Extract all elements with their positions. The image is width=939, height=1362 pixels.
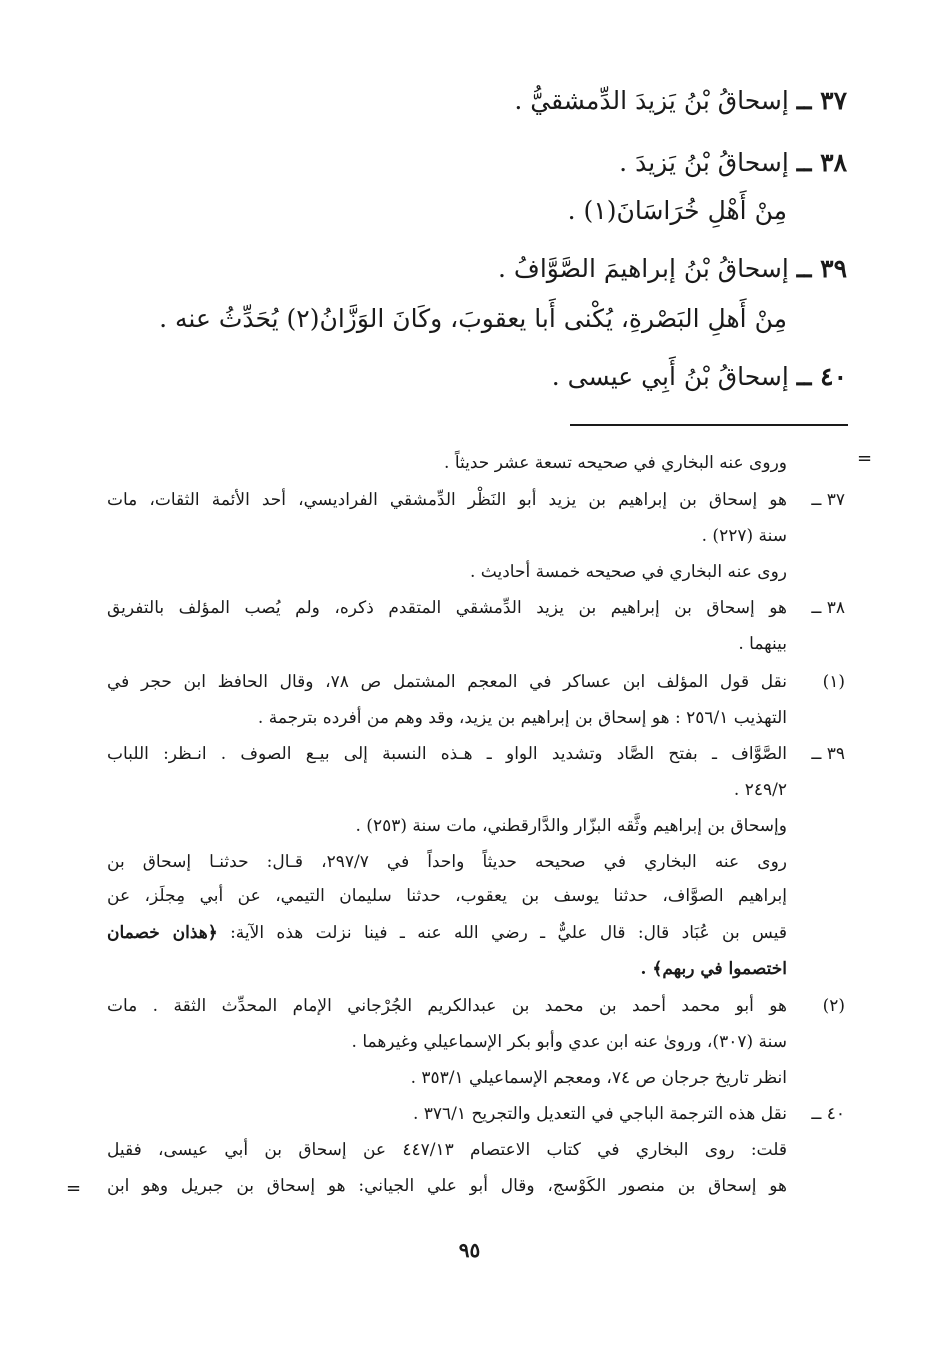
quran-quote-end: اختصموا في ربهم﴾ . xyxy=(640,959,787,979)
footnote-39-line: ٢٤٩/٢ . xyxy=(733,780,787,800)
footnote-37-line: هو إسحاق بن إبراهيم بن يزيد أبو النَظْر الدِّمشقي الفراديسي، أحد الأئمة الثقات، مات xyxy=(107,490,787,510)
entry-number: ٣٨ ــ xyxy=(796,148,847,177)
entry-number: ٣٧ ــ xyxy=(796,86,847,115)
entry-38-detail: مِنْ أَهْلِ خُرَاسَانَ(١) . xyxy=(567,196,787,225)
hadith-text: قيس بن عُبَاد قال: قال عليٌّ ـ رضي الله عنه ـ فينا نزلت هذه الآية: xyxy=(230,923,787,943)
footnote-37-line: سنة (٢٢٧) . xyxy=(701,526,787,546)
footnote-39-line xyxy=(107,922,787,943)
entry-number: ٤٠ ــ xyxy=(796,362,847,391)
footnote-2-line: هو أبو محمد أحمد بن محمد بن عبدالكريم الجُرْجاني الإمام المحدِّث الثقة . مات xyxy=(107,996,787,1016)
footnote-38-line: هو إسحاق بن إبراهيم بن يزيد الدِّمشقي المتقدم ذكره، ولم يُصب المؤلف بالتفريق xyxy=(107,598,787,618)
quran-quote: ﴿هذان خصمان xyxy=(107,923,218,943)
footnote-39-line: روى عنه البخاري في صحيحه حديثاً واحداً في ٢٩٧/٧، قـال: حدثنـا إسحاق بن xyxy=(107,852,788,872)
footnote-40-line: هو إسحاق بن منصور الكَوْسج، وقال أبو علي الجياني: هو إسحاق بن جبريل وهو ابن xyxy=(107,1176,787,1196)
continuation-mark-bottom: = xyxy=(66,1178,82,1199)
footnote-39-line: إبراهيم الصوَّاف، حدثنا يوسف بن يعقوب، حدثنا سليمان التيمي، عن أبي مِجلَز، عن xyxy=(107,886,787,906)
footnote-37-line: روى عنه البخاري في صحيحه خمسة أحاديث . xyxy=(470,562,787,582)
entry-name: إسحاقُ بْنُ إبراهيمَ الصَّوَّافُ . xyxy=(498,254,789,283)
page-number: ٩٥ xyxy=(458,1238,481,1262)
entry-39 xyxy=(498,254,847,283)
footnote-40-number: ٤٠ ــ xyxy=(811,1104,845,1124)
footnote-1-line: التهذيب ٢٥٦/١ : هو إسحاق بن إبراهيم بن يزيد، وقد وهم من أفرده بترجمة . xyxy=(257,708,787,728)
footnote-39-number: ٣٩ ــ xyxy=(811,744,845,764)
footnote-1-number: (١) xyxy=(822,672,845,692)
entry-name: إسحاقُ بْنُ يَزيدَ الدِّمشقيُّ . xyxy=(514,86,789,115)
entry-name: إسحاقُ بْنُ يَزيدَ . xyxy=(619,148,789,177)
footnote-2-line: انظر تاريخ جرجان ص ٧٤، ومعجم الإسماعيلي ٣٥٣/١ . xyxy=(410,1068,787,1088)
entry-name: إسحاقُ بْنُ أَبِي عيسى . xyxy=(551,362,789,391)
entry-39-detail: مِنْ أَهلِ البَصْرةِ، يُكْنى أَبا يعقوبَ، وكَانَ الوَزَّانُ(٢) يُحَدِّثُ عنه . xyxy=(159,304,787,333)
entry-37 xyxy=(514,86,847,115)
footnote-2-line: سنة (٣٠٧)، وروىٰ عنه ابن عدي وأبو بكر الإسماعيلي وغيرهما . xyxy=(351,1032,787,1052)
entry-number: ٣٩ ــ xyxy=(796,254,847,283)
footnote-2-number: (٢) xyxy=(822,996,845,1016)
footnote-40-line: قلت: روى البخاري في كتاب الاعتصام ٤٤٧/١٣ عن إسحاق بن أبي عيسى، فقيل xyxy=(107,1140,787,1160)
entry-40 xyxy=(552,362,847,391)
footnote-39-line: الصَّوَّاف ـ بفتح الصَّاد وتشديد الواو ـ هـذه النسبة إلى بيـع الصوف . انـظر: اللباب xyxy=(107,744,787,764)
footnote-1-line: نقل قول المؤلف ابن عساكر في المعجم المشتمل ص ٧٨، وقال الحافظ ابن حجر في xyxy=(107,672,787,692)
footnote-37-number: ٣٧ ــ xyxy=(811,490,845,510)
continuation-mark: = xyxy=(857,448,873,469)
footnote-40-line: نقل هذه الترجمة الباجي في التعديل والتجريح ٣٧٦/١ . xyxy=(412,1104,787,1124)
footnote-divider xyxy=(570,424,848,426)
footnote-38-line: بينهما . xyxy=(738,634,787,654)
footnote-carry-over: وروى عنه البخاري في صحيحه تسعة عشر حديثاً . xyxy=(444,453,787,473)
footnote-39-line: وإسحاق بن إبراهيم وثَّقه البزّار والدَّارقطني، مات سنة (٢٥٣) . xyxy=(355,816,787,836)
entry-38 xyxy=(619,148,847,177)
footnote-38-number: ٣٨ ــ xyxy=(811,598,845,618)
